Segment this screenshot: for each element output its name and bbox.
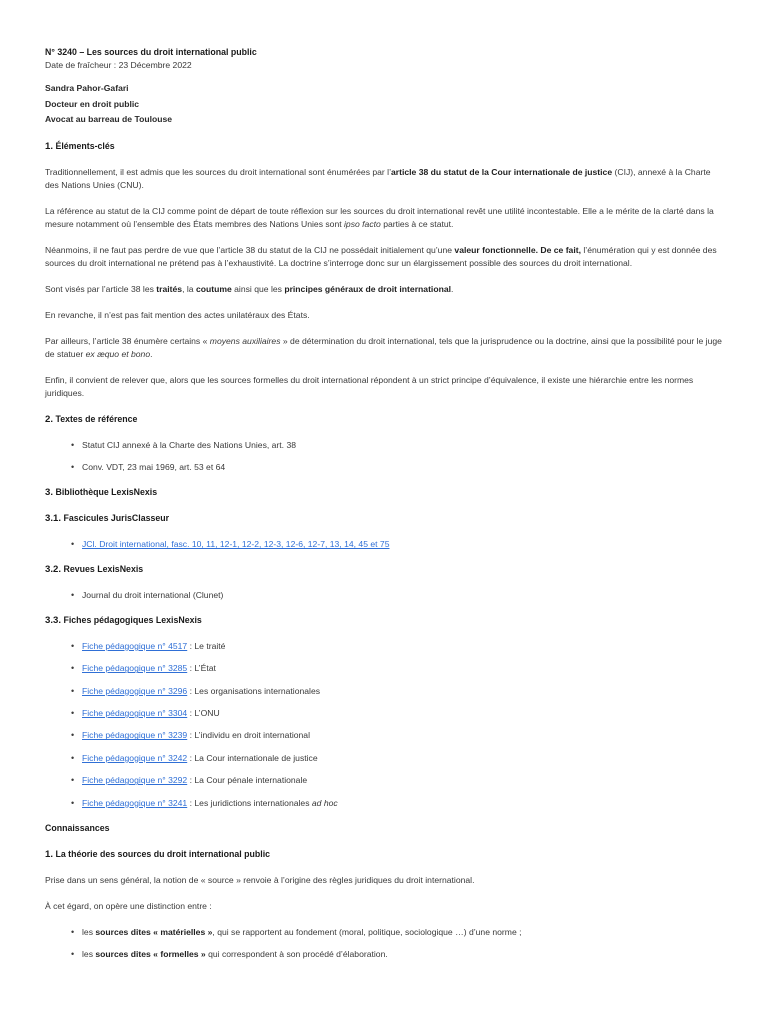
jurisclasseur-list bbox=[45, 538, 725, 551]
paragraph: Néanmoins, il ne faut pas perdre de vue que l’article 38 du statut de la CIJ ne possédait initialement qu’une valeur fonctionnelle. De ce fait, l’énumération qui y est donnée des sources du droit international ne prétend pas à l’exhaustivité. La doctrine s’interroge donc sur un élargissement possible des sources du droit international. bbox=[45, 244, 717, 268]
list-item: • Statut CIJ annexé à la Charte des Nations Unies, art. 38 bbox=[82, 439, 725, 452]
list-item: • Fiche pédagogique n° 4517 : Le traité bbox=[82, 640, 725, 653]
fiche-link[interactable]: Fiche pédagogique n° 3242 bbox=[82, 752, 188, 763]
freshness-date: Date de fraîcheur : 23 Décembre 2022 bbox=[45, 60, 192, 70]
list-item: • Fiche pédagogique n° 3296 : Les organisations internationales bbox=[82, 685, 725, 698]
sources-list bbox=[45, 926, 725, 961]
section-heading-2: 2. Textes de référence bbox=[45, 413, 138, 425]
revues-list bbox=[45, 589, 725, 602]
paragraph: En revanche, il n’est pas fait mention des actes unilatéraux des États. bbox=[45, 309, 310, 320]
list-item: • les sources dites « formelles » qui correspondent à son procédé d’élaboration. bbox=[82, 948, 725, 961]
knowledge-section-heading-1: 1. La théorie des sources du droit international public bbox=[45, 848, 271, 860]
author-block bbox=[45, 81, 725, 128]
list-item: • les sources dites « matérielles », qui se rapportent au fondement (moral, politique, sociologique …) d’une norme ; bbox=[82, 926, 725, 939]
list-item: • Fiche pédagogique n° 3239 : L’individu en droit international bbox=[82, 729, 725, 742]
knowledge-heading: Connaissances bbox=[45, 822, 110, 833]
list-item: • Fiche pédagogique n° 3242 : La Cour internationale de justice bbox=[82, 752, 725, 765]
list-item: • Fiche pédagogique n° 3292 : La Cour pénale internationale bbox=[82, 774, 725, 787]
list-item bbox=[82, 538, 725, 551]
author-bar: Avocat au barreau de Toulouse bbox=[45, 114, 173, 124]
section-heading-3-1: 3.1. Fascicules JurisClasseur bbox=[45, 512, 170, 524]
fiche-link[interactable]: Fiche pédagogique n° 4517 bbox=[82, 640, 188, 651]
fiche-link[interactable]: Fiche pédagogique n° 3239 bbox=[82, 730, 188, 741]
author-name: Sandra Pahor-Gafari bbox=[45, 83, 129, 93]
paragraph: Sont visés par l’article 38 les traités, la coutume ainsi que les principes généraux de droit international. bbox=[45, 283, 454, 294]
paragraph: Prise dans un sens général, la notion de « source » renvoie à l’origine des règles juridiques du droit international. bbox=[45, 874, 475, 885]
section-heading-3-2: 3.2. Revues LexisNexis bbox=[45, 563, 144, 575]
paragraph: Par ailleurs, l’article 38 énumère certains « moyens auxiliaires » de détermination du droit international, tels que la jurisprudence ou la doctrine, ainsi que la possibilité pour le juge de statuer ex æquo et bono. bbox=[45, 335, 722, 359]
fiche-link[interactable]: Fiche pédagogique n° 3304 bbox=[82, 708, 188, 719]
fiche-link[interactable]: Fiche pédagogique n° 3241 bbox=[82, 797, 188, 808]
author-role: Docteur en droit public bbox=[45, 98, 140, 109]
jcl-link[interactable]: JCl. Droit international, fasc. 10, 11, 12-1, 12-2, 12-3, 12-6, 12-7, 13, 14, 45 et 75 bbox=[82, 538, 390, 549]
reference-list bbox=[45, 439, 725, 474]
paragraph: La référence au statut de la CIJ comme point de départ de toute réflexion sur les sources du droit international revêt une utilité incontestable. Elle a le mérite de la clarté dans la mesure notamment où l’ensemble des États membres des Nations Unies sont ipso facto parties à ce statut. bbox=[45, 205, 714, 229]
document-page bbox=[45, 46, 725, 970]
paragraph: À cet égard, on opère une distinction entre : bbox=[45, 900, 212, 911]
paragraph: Enfin, il convient de relever que, alors que les sources formelles du droit international répondent à un strict principe d’équivalence, il existe une hiérarchie entre les normes juridiques. bbox=[45, 374, 694, 398]
list-item: • Conv. VDT, 23 mai 1969, art. 53 et 64 bbox=[82, 461, 725, 474]
document-title: N° 3240 – Les sources du droit international public bbox=[45, 47, 257, 57]
fiche-link[interactable]: Fiche pédagogique n° 3296 bbox=[82, 685, 188, 696]
fiche-link[interactable]: Fiche pédagogique n° 3285 bbox=[82, 663, 188, 674]
section-heading-1: 1. Éléments-clés bbox=[45, 140, 115, 152]
list-item: • Fiche pédagogique n° 3304 : L’ONU bbox=[82, 707, 725, 720]
list-item: • Journal du droit international (Clunet) bbox=[82, 589, 725, 602]
section-heading-3-3: 3.3. Fiches pédagogiques LexisNexis bbox=[45, 614, 202, 626]
paragraph: Traditionnellement, il est admis que les sources du droit international sont énumérées par l’article 38 du statut de la Cour internationale de justice (CIJ), annexé à la Charte des Nations Unies (CNU). bbox=[45, 166, 711, 190]
list-item: • Fiche pédagogique n° 3285 : L’État bbox=[82, 662, 725, 675]
list-item: • Fiche pédagogique n° 3241 : Les juridictions internationales ad hoc bbox=[82, 797, 725, 810]
section-heading-3: 3. Bibliothèque LexisNexis bbox=[45, 486, 158, 498]
fiche-link[interactable]: Fiche pédagogique n° 3292 bbox=[82, 775, 188, 786]
fiches-list bbox=[45, 640, 725, 810]
